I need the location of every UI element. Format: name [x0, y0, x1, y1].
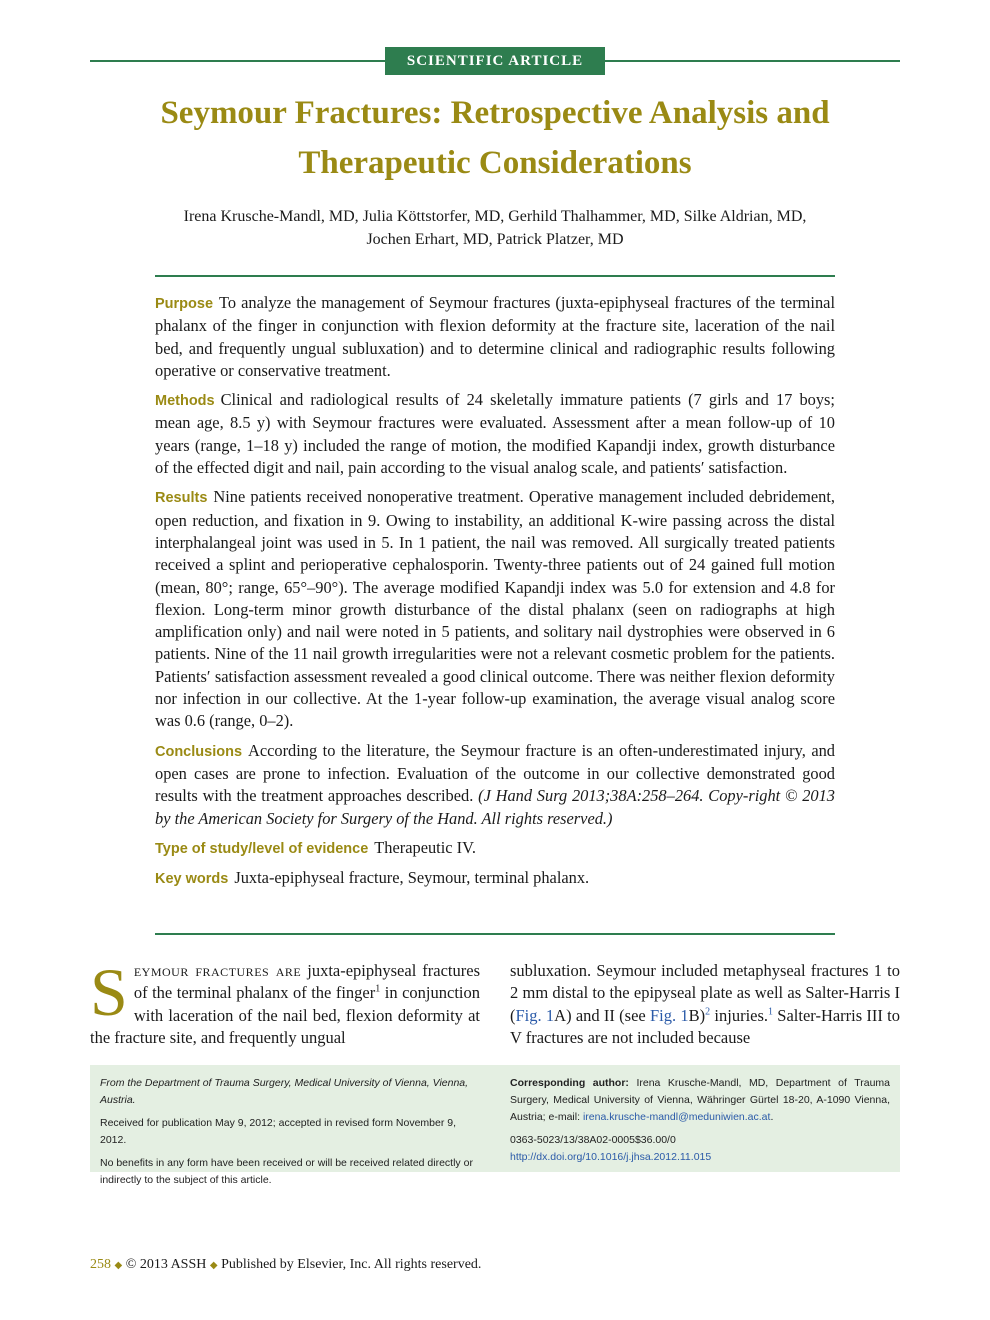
abstract-keywords: [155, 867, 835, 890]
lead-in-smallcaps: eymour fractures are: [133, 961, 302, 980]
drop-cap: S: [90, 954, 128, 1030]
page-number: 258: [90, 1257, 111, 1272]
corresponding-author: [510, 1075, 890, 1126]
figure-1a-link[interactable]: Fig. 1: [515, 1005, 555, 1025]
study-type-label: Type of study/level of evidence: [155, 840, 369, 857]
figure-1b-link[interactable]: Fig. 1: [649, 1005, 689, 1025]
body-left-text-1: juxta-epiphyseal fractures of the terminal phalanx of the finger: [133, 961, 480, 1003]
reference-1-b[interactable]: 1: [768, 1006, 774, 1018]
page-footer: [90, 1257, 481, 1273]
conclusions-label: Conclusions: [155, 743, 243, 760]
abstract-top-rule: [155, 275, 835, 277]
conclusions-text: According to the literature, the Seymour fracture is an often-underestimated injury, and open cases are prone to infection. Evaluation of the outcome in our collective demonstrated good results with the treatment approaches described.: [155, 740, 835, 806]
benefits-statement: No benefits in any form have been received or will be received related directly or indirectly to the subject of this article.: [100, 1157, 473, 1186]
body-column-left: [90, 954, 481, 1049]
article-title: Seymour Fractures: Retrospective Analysis and Therapeutic Considerations: [160, 95, 830, 181]
abstract: [155, 292, 835, 897]
journal-citation: (J Hand Surg 2013;38A:258–264. Copy-right © 2013 by the American Society for Surgery of the Hand. All rights reserved.): [155, 786, 835, 828]
footer-copyright: © 2013 ASSH: [125, 1257, 207, 1272]
corresponding-end: .: [770, 1111, 774, 1123]
methods-label: Methods: [155, 393, 215, 410]
abstract-results: [155, 486, 835, 732]
abstract-methods: [155, 389, 835, 479]
diamond-separator-icon-2: ◆: [209, 1260, 218, 1271]
corresponding-text: Irena Krusche-Mandl, MD, Department of Trauma Surgery, Medical University of Vienna, Währinger Gürtel 18-20, A-1090 Vienna, Austria; e-mail:: [510, 1077, 890, 1123]
doi-link[interactable]: http://dx.doi.org/10.1016/j.jhsa.2012.11.015: [510, 1151, 712, 1163]
issn: 0363-5023/13/38A02-0005$36.00/0: [510, 1134, 676, 1146]
corresponding-label: Corresponding author:: [510, 1077, 629, 1089]
results-text: Nine patients received nonoperative treatment. Operative management included debridement, open reduction, and fixation in 9. Owing to instability, an additional K-wire passing across the distal interphalangeal joint was used in 5. In 1 patient, the nail was removed. All surgically treated patients received a splint and perioperative cephalosporin. Twenty-three patients out of 24 gained full motion (mean, 80°; range, 65°–90°). The average modified Kapandji index was 5.0 for extension and 4.8 for flexion. Long-term minor growth disturbance of the distal phalanx (seen on radiographs at high amplification only) and nail were noted in 5 patients, and solitary nail dystrophies were observed in 6 patients. Nine of the 11 nail growth irregularities were not a relevant cosmetic problem for the patients. Patients′ satisfaction assessment revealed a good clinical outcome. There was neither flexion deformity nor infection in our collective. At the 1-year follow-up examination, the average visual analog score was 0.6 (range, 0–2).: [155, 487, 835, 731]
abstract-purpose: [155, 292, 835, 382]
methods-text: Clinical and radiological results of 24 skeletally immature patients (7 girls and 17 boys; mean age, 8.5 y) with Seymour fractures were evaluated. Assessment after a mean follow-up of 10 years (range, 1–18 y) included the range of motion, the modified Kapandji index, growth disturbance of the effected digit and nail, pain according to the visual analog scale, and patients′ satisfaction.: [155, 390, 835, 478]
reference-1[interactable]: 1: [375, 983, 381, 995]
reference-2[interactable]: 2: [705, 1006, 711, 1018]
body-right-text-4: injuries.: [710, 1005, 769, 1025]
keywords-text: Juxta-epiphyseal fracture, Seymour, terminal phalanx.: [234, 868, 590, 888]
footer-publisher: Published by Elsevier, Inc. All rights reserved.: [221, 1257, 482, 1272]
keywords-label: Key words: [155, 871, 229, 888]
info-left-column: [100, 1075, 485, 1195]
body-right-text-2: A) and II (see: [554, 1005, 650, 1025]
abstract-conclusions: [155, 740, 835, 830]
received-dates: Received for publication May 9, 2012; accepted in revised form November 9, 2012.: [100, 1117, 457, 1146]
author-list: [120, 205, 870, 251]
body-right-text-1: subluxation. Seymour included metaphyseal fractures 1 to 2 mm distal to the epipyseal plate as well as Salter-Harris I (: [510, 961, 900, 1025]
abstract-bottom-rule: [155, 933, 835, 935]
article-info-box: [90, 1065, 900, 1186]
diamond-separator-icon: ◆: [114, 1260, 123, 1271]
purpose-text: To analyze the management of Seymour fractures (juxta-epiphyseal fractures of the terminal phalanx of the finger in conjunction with flexion deformity at the fracture site, laceration of the nail bed, and frequently ungual subluxation) and to determine clinical and radiographic results following operative or conservative treatment.: [155, 293, 835, 380]
body-right-text-3: B): [688, 1005, 706, 1025]
study-type-text: Therapeutic IV.: [374, 837, 476, 857]
abstract-study-type: [155, 837, 835, 860]
results-label: Results: [155, 490, 208, 507]
body-left-text-2: in conjunction with laceration of the nail bed, flexion deformity at the fracture site, and frequently ungual: [90, 983, 481, 1047]
affiliation: From the Department of Trauma Surgery, Medical University of Vienna, Vienna, Austria.: [100, 1077, 469, 1106]
body-right-text-5: Salter-Harris III to V fractures are not included because: [510, 1005, 901, 1047]
authors-line-2: Jochen Erhart, MD, Patrick Platzer, MD: [366, 231, 624, 248]
body-column-right: [510, 960, 900, 1049]
authors-line-1: Irena Krusche-Mandl, MD, Julia Köttstorfer, MD, Gerhild Thalhammer, MD, Silke Aldrian, MD,: [183, 208, 807, 225]
info-right-column: [510, 1075, 890, 1172]
email-link[interactable]: irena.krusche-mandl@meduniwien.ac.at: [582, 1111, 771, 1123]
section-tab: SCIENTIFIC ARTICLE: [385, 47, 605, 75]
purpose-label: Purpose: [155, 296, 214, 312]
